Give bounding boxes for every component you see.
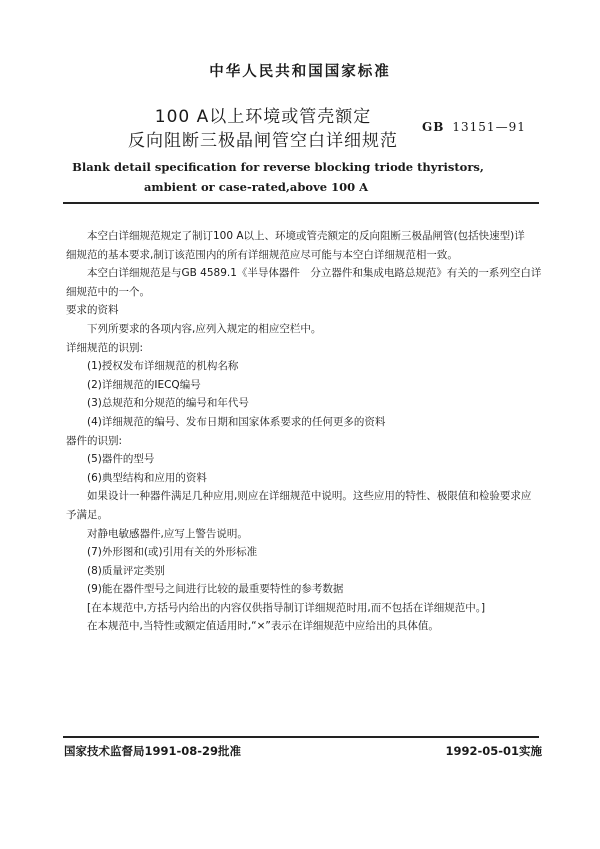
list-item: (6)典型结构和应用的资料 [87, 471, 207, 484]
list-item: (8)质量评定类别 [87, 564, 165, 577]
gb-number: 13151—91 [452, 120, 526, 134]
body-line: 对静电敏感器件,应写上警告说明。 [87, 527, 248, 540]
note-line: [在本规范中,方括号内给出的内容仅供指导制订详细规范时用,而不包括在详细规范中。] [87, 601, 486, 614]
body-line: 在本规范中,当特性或额定值适用时,“×”表示在详细规范中应给出的具体值。 [87, 620, 439, 633]
footer-divider [63, 736, 539, 738]
list-item: (5)器件的型号 [87, 453, 155, 466]
implementation-date: 1992-05-01实施 [445, 744, 542, 758]
list-item: (9)能在器件型号之间进行比较的最重要特性的参考数据 [87, 583, 344, 596]
subsection-heading: 详细规范的识别: [66, 341, 144, 354]
gb-prefix: GB [422, 120, 445, 134]
list-item: (2)详细规范的IECQ编号 [87, 378, 201, 391]
body-line: 细规范的基本要求,制订该范围内的所有详细规范应尽可能与本空白详细规范相一致。 [66, 248, 458, 261]
header-divider [63, 202, 539, 204]
body-line: 细规范中的一个。 [66, 285, 150, 298]
title-chinese-line-1: 100 A以上环境或管壳额定 [154, 107, 372, 127]
body-line: 本空白详细规范规定了制订100 A以上、环境或管壳额定的反向阻断三极晶闸管(包括快速型)详 [87, 230, 525, 242]
standard-number [422, 120, 526, 134]
title-english-line-1: Blank detail specification for reverse blocking triode thyristors, [72, 160, 484, 174]
document-body [66, 227, 546, 636]
list-item: (7)外形图和(或)引用有关的外形标准 [87, 546, 258, 559]
list-item: (3)总规范和分规范的编号和年代号 [87, 397, 249, 410]
body-line: 下列所要求的各项内容,应列入规定的相应空栏中。 [87, 322, 322, 335]
body-line: 予满足。 [66, 508, 108, 521]
standard-category-title: 中华人民共和国国家标准 [209, 64, 391, 80]
body-line: 如果设计一种器件满足几种应用,则应在详细规范中说明。这些应用的特性、极限值和检验要求应 [87, 490, 532, 503]
list-item: (1)授权发布详细规范的机构名称 [87, 360, 239, 373]
title-chinese-line-2: 反向阻断三极晶闸管空白详细规范 [128, 131, 398, 151]
approval-date: 国家技术监督局1991-08-29批准 [64, 744, 242, 758]
body-line: 本空白详细规范是与GB 4589.1《半导体器件 分立器件和集成电路总规范》有关的一系列空白详 [87, 267, 542, 280]
section-heading: 要求的资料 [66, 304, 119, 317]
list-item: (4)详细规范的编号、发布日期和国家体系要求的任何更多的资料 [87, 415, 386, 428]
title-english-line-2: ambient or case-rated,above 100 A [143, 180, 369, 194]
subsection-heading: 器件的识别: [66, 434, 123, 447]
